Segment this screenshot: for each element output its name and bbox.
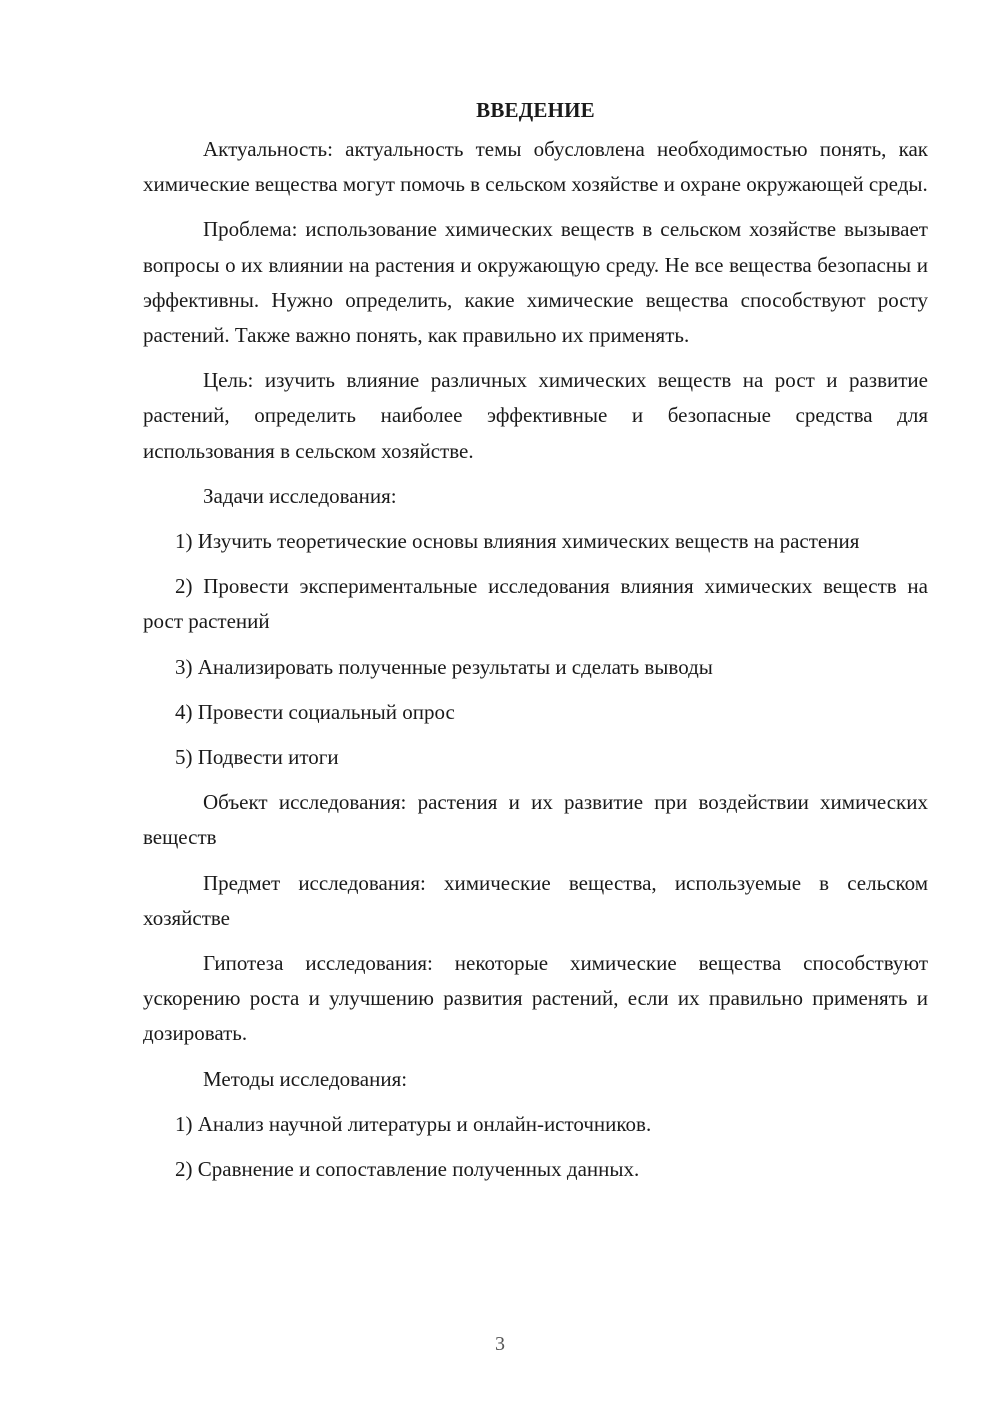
task-item-2: 2) Провести экспериментальные исследования влияния химических веществ на рост растений <box>143 574 928 634</box>
paragraph-relevance: Актуальность: актуальность темы обусловлена необходимостью понять, как химические вещества могут помочь в сельском хозяйстве и охране окружающей среды. <box>143 137 928 197</box>
task-item-1: 1) Изучить теоретические основы влияния химических веществ на растения <box>175 529 860 554</box>
task-item-3: 3) Анализировать полученные результаты и сделать выводы <box>175 654 713 679</box>
document-page <box>143 92 928 1197</box>
page-number: 3 <box>495 1333 505 1355</box>
paragraph-subject: Предмет исследования: химические вещества, используемые в сельском хозяйстве <box>143 870 928 930</box>
paragraph-problem: Проблема: использование химических веществ в сельском хозяйстве вызывает вопросы о их влиянии на растения и окружающую среду. Не все вещества безопасны и эффективны. Нужно определить, какие химические вещества способствуют росту растений. Также важно понять, как правильно их применять. <box>143 217 928 348</box>
tasks-heading: Задачи исследования: <box>203 483 397 508</box>
paragraph-object: Объект исследования: растения и их развитие при воздействии химических веществ <box>143 790 928 850</box>
method-item-1: 1) Анализ научной литературы и онлайн-источников. <box>175 1111 652 1136</box>
task-item-5: 5) Подвести итоги <box>175 745 339 770</box>
paragraph-hypothesis: Гипотеза исследования: некоторые химические вещества способствуют ускорению роста и улучшению развития растений, если их правильно применять и дозировать. <box>143 951 928 1046</box>
task-item-4: 4) Провести социальный опрос <box>175 699 455 724</box>
section-title: ВВЕДЕНИЕ <box>476 98 595 122</box>
paragraph-goal: Цель: изучить влияние различных химических веществ на рост и развитие растений, определить наиболее эффективные и безопасные средства для использования в сельском хозяйстве. <box>143 368 928 463</box>
methods-heading: Методы исследования: <box>203 1066 408 1091</box>
method-item-2: 2) Сравнение и сопоставление полученных данных. <box>175 1157 640 1182</box>
